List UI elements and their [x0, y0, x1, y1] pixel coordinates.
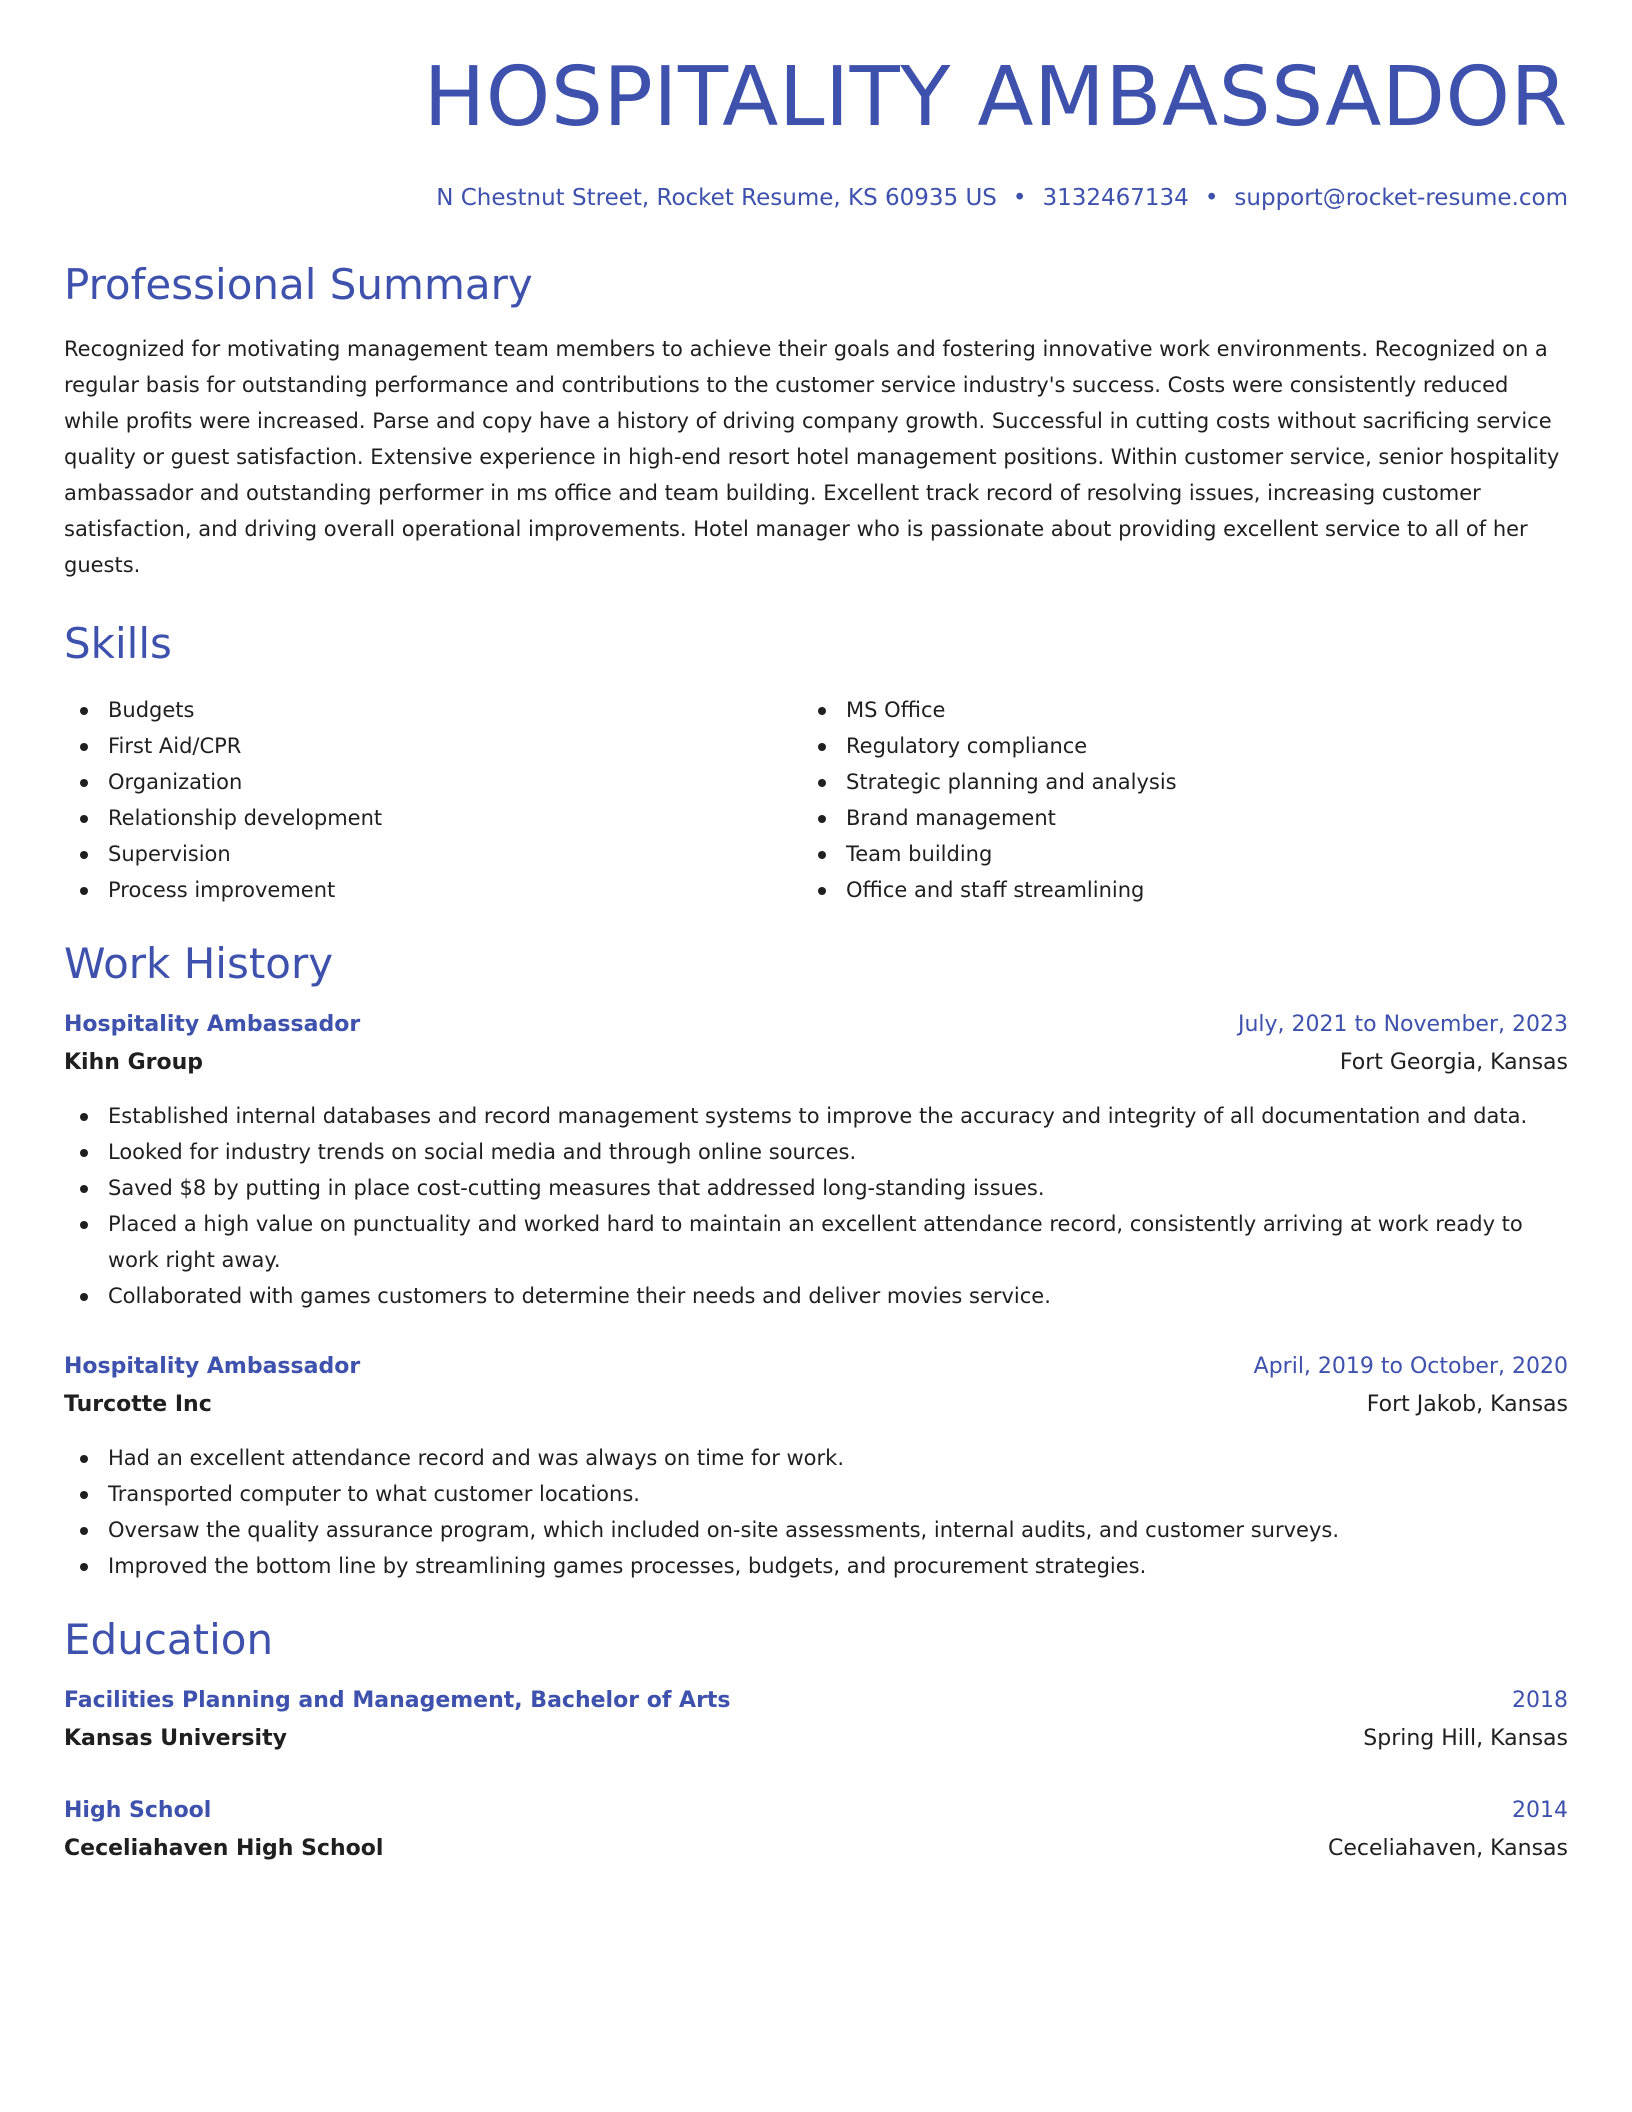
skill-item: Team building: [802, 836, 1540, 872]
job-header-row: [64, 1348, 1568, 1386]
contact-address: N Chestnut Street, Rocket Resume, KS 60935 US: [436, 185, 997, 211]
contact-line: [64, 183, 1568, 213]
skill-item: Supervision: [64, 836, 802, 872]
skills-heading: Skills: [64, 619, 172, 668]
skill-item: Brand management: [802, 800, 1540, 836]
education-school-row: [64, 1830, 1568, 1868]
summary-heading: Professional Summary: [64, 260, 533, 309]
skill-item: Organization: [64, 764, 802, 800]
job-bullet: Established internal databases and record management systems to improve the accuracy and integrity of all documentation and data.: [64, 1098, 1568, 1134]
summary-text: Recognized for motivating management team members to achieve their goals and fostering innovative work environments. Recognized on a regular basis for outstanding performance and contributions to the customer service industry's success. Costs were consistently reduced while profits were increased. Parse and copy have a history of driving company growth. Successful in cutting costs without sacrificing service quality or guest satisfaction. Extensive experience in high-end resort hotel management positions. Within customer service, senior hospitality ambassador and outstanding performer in ms office and team building. Excellent track record of resolving issues, increasing customer satisfaction, and driving overall operational improvements. Hotel manager who is passionate about providing excellent service to all of her guests.: [64, 337, 1560, 577]
skills-column-left: [64, 692, 802, 908]
work-history-heading: Work History: [64, 939, 334, 988]
education-school-row: [64, 1720, 1568, 1758]
job-bullet: Placed a high value on punctuality and worked hard to maintain an excellent attendance record, consistently arriving at work ready to work right away.: [64, 1206, 1568, 1278]
job-location: Fort Georgia, Kansas: [1339, 1050, 1568, 1075]
skill-item: Relationship development: [64, 800, 802, 836]
education-degree: High School: [64, 1798, 212, 1823]
contact-separator: •: [1204, 185, 1219, 211]
job-title: Hospitality Ambassador: [64, 1012, 361, 1037]
job-bullet: Oversaw the quality assurance program, which included on-site assessments, internal audits, and customer surveys.: [64, 1512, 1568, 1548]
job-bullet: Saved $8 by putting in place cost-cutting measures that addressed long-standing issues.: [64, 1170, 1568, 1206]
skills-column-right: [802, 692, 1540, 908]
education-year: 2014: [1512, 1798, 1568, 1823]
education-header-row: [64, 1792, 1568, 1830]
skill-item: Strategic planning and analysis: [802, 764, 1540, 800]
contact-phone: 3132467134: [1042, 185, 1189, 211]
education-location: Ceceliahaven, Kansas: [1327, 1836, 1568, 1861]
skill-item: Office and staff streamlining: [802, 872, 1540, 908]
education-header-row: [64, 1682, 1568, 1720]
job-dates: April, 2019 to October, 2020: [1253, 1354, 1568, 1379]
job-bullets: [64, 1440, 1568, 1584]
job-dates: July, 2021 to November, 2023: [1237, 1012, 1568, 1037]
education-heading: Education: [64, 1615, 274, 1664]
contact-separator: •: [1012, 185, 1027, 211]
skill-item: Regulatory compliance: [802, 728, 1540, 764]
education-entry: [64, 1792, 1568, 1868]
job-bullet: Improved the bottom line by streamlining games processes, budgets, and procurement strategies.: [64, 1548, 1568, 1584]
education-school: Ceceliahaven High School: [64, 1836, 384, 1861]
job-entry: [64, 1006, 1568, 1314]
job-company: Turcotte Inc: [64, 1392, 212, 1417]
job-header-row: [64, 1006, 1568, 1044]
education-school: Kansas University: [64, 1726, 287, 1751]
education-degree: Facilities Planning and Management, Bachelor of Arts: [64, 1688, 731, 1713]
job-bullet: Looked for industry trends on social media and through online sources.: [64, 1134, 1568, 1170]
job-company-row: [64, 1386, 1568, 1424]
job-bullet: Had an excellent attendance record and was always on time for work.: [64, 1440, 1568, 1476]
job-entry: [64, 1348, 1568, 1584]
job-bullet: Collaborated with games customers to determine their needs and deliver movies service.: [64, 1278, 1568, 1314]
resume-title: HOSPITALITY AMBASSADOR: [423, 50, 1568, 145]
skill-item: Budgets: [64, 692, 802, 728]
job-location: Fort Jakob, Kansas: [1366, 1392, 1568, 1417]
contact-email: support@rocket-resume.com: [1234, 185, 1568, 211]
skill-item: MS Office: [802, 692, 1540, 728]
job-company-row: [64, 1044, 1568, 1082]
job-bullets: [64, 1098, 1568, 1314]
education-location: Spring Hill, Kansas: [1363, 1726, 1568, 1751]
skill-item: First Aid/CPR: [64, 728, 802, 764]
skills-list: [64, 692, 1568, 908]
job-bullet: Transported computer to what customer locations.: [64, 1476, 1568, 1512]
job-title: Hospitality Ambassador: [64, 1354, 361, 1379]
education-year: 2018: [1512, 1688, 1568, 1713]
skill-item: Process improvement: [64, 872, 802, 908]
education-entry: [64, 1682, 1568, 1758]
job-company: Kihn Group: [64, 1050, 204, 1075]
